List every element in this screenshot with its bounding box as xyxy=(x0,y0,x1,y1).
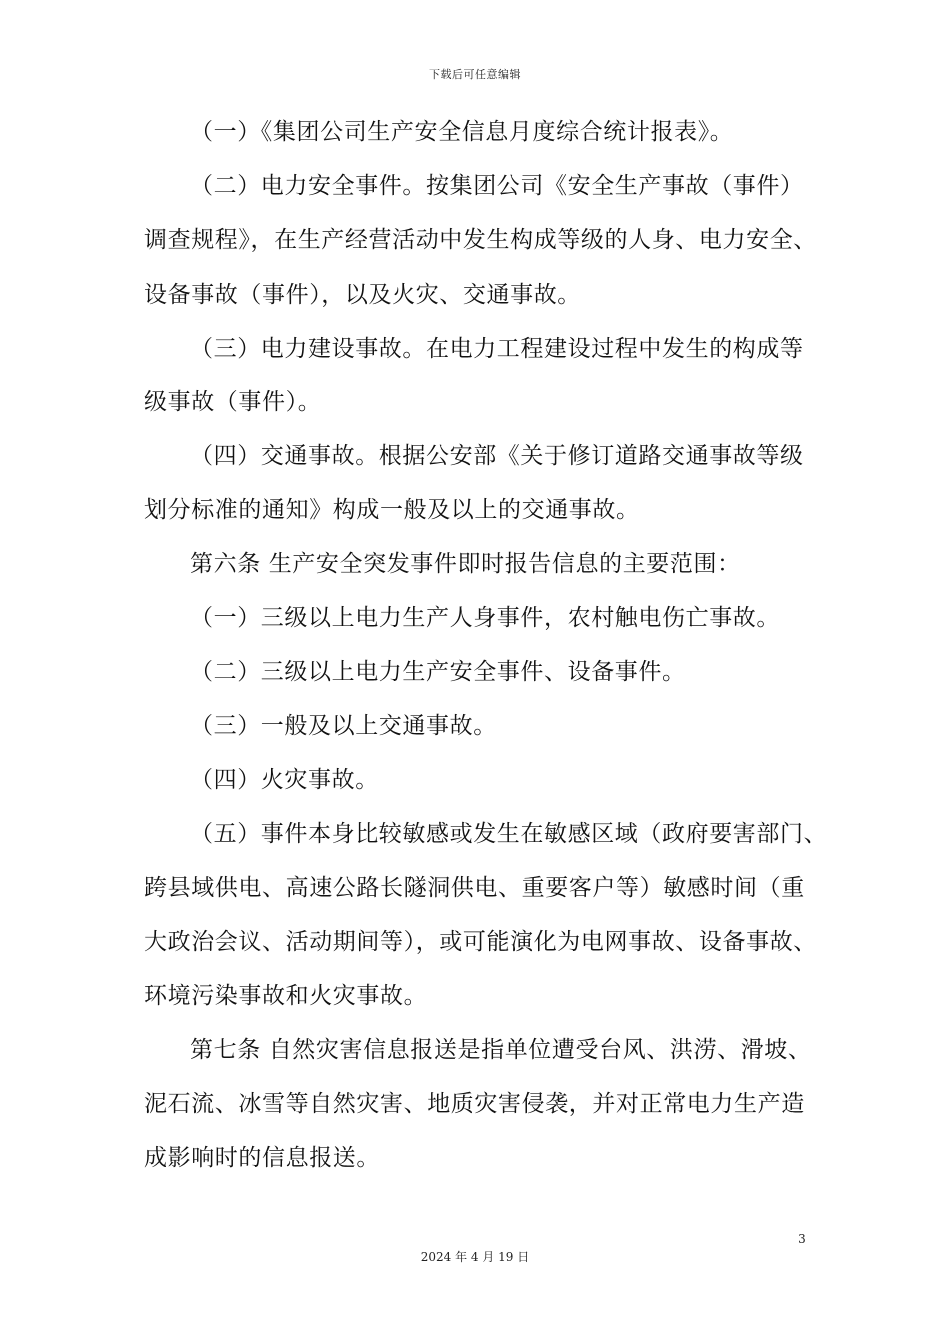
paragraph-line: （二）电力安全事件。按集团公司《安全生产事故（事件） xyxy=(190,173,804,199)
footer-date: 2024 年 4 月 19 日 xyxy=(420,1250,530,1264)
header-note: 下载后可任意编辑 xyxy=(429,68,521,81)
paragraph-line: （一）三级以上电力生产人身事件，农村触电伤亡事故。 xyxy=(190,605,780,631)
paragraph-line: （五）事件本身比较敏感或发生在敏感区域（政府要害部门、 xyxy=(190,821,828,847)
paragraph-line: （一）《集团公司生产安全信息月度综合统计报表》。 xyxy=(190,119,734,145)
paragraph-line: （四）交通事故。根据公安部《关于修订道路交通事故等级 xyxy=(190,443,804,469)
paragraph-line: 级事故（事件）。 xyxy=(144,389,322,415)
paragraph-line: 大政治会议、活动期间等），或可能演化为电网事故、设备事故、 xyxy=(144,929,817,955)
page-number: 3 xyxy=(798,1232,806,1246)
paragraph-line: 调查规程》，在生产经营活动中发生构成等级的人身、电力安全、 xyxy=(144,227,817,253)
paragraph-line: （三）电力建设事故。在电力工程建设过程中发生的构成等 xyxy=(190,336,804,362)
paragraph-line: 跨县域供电、高速公路长隧洞供电、重要客户等）敏感时间（重 xyxy=(144,875,805,901)
paragraph-line: （三）一般及以上交通事故。 xyxy=(190,713,497,739)
paragraph-line: 成影响时的信息报送。 xyxy=(144,1145,380,1171)
paragraph-line: 设备事故（事件），以及火灾、交通事故。 xyxy=(144,282,581,308)
paragraph-line: 泥石流、冰雪等自然灾害、地质灾害侵袭，并对正常电力生产造 xyxy=(144,1091,805,1117)
article-heading: 第六条 生产安全突发事件即时报告信息的主要范围： xyxy=(190,551,741,577)
paragraph-line: 环境污染事故和火灾事故。 xyxy=(144,983,428,1009)
paragraph-line: 划分标准的通知》构成一般及以上的交通事故。 xyxy=(144,497,640,523)
paragraph-line: （二）三级以上电力生产安全事件、设备事件。 xyxy=(190,659,686,685)
article-heading: 第七条 自然灾害信息报送是指单位遭受台风、洪涝、滑坡、 xyxy=(190,1037,812,1063)
paragraph-line: （四）火灾事故。 xyxy=(190,767,379,793)
